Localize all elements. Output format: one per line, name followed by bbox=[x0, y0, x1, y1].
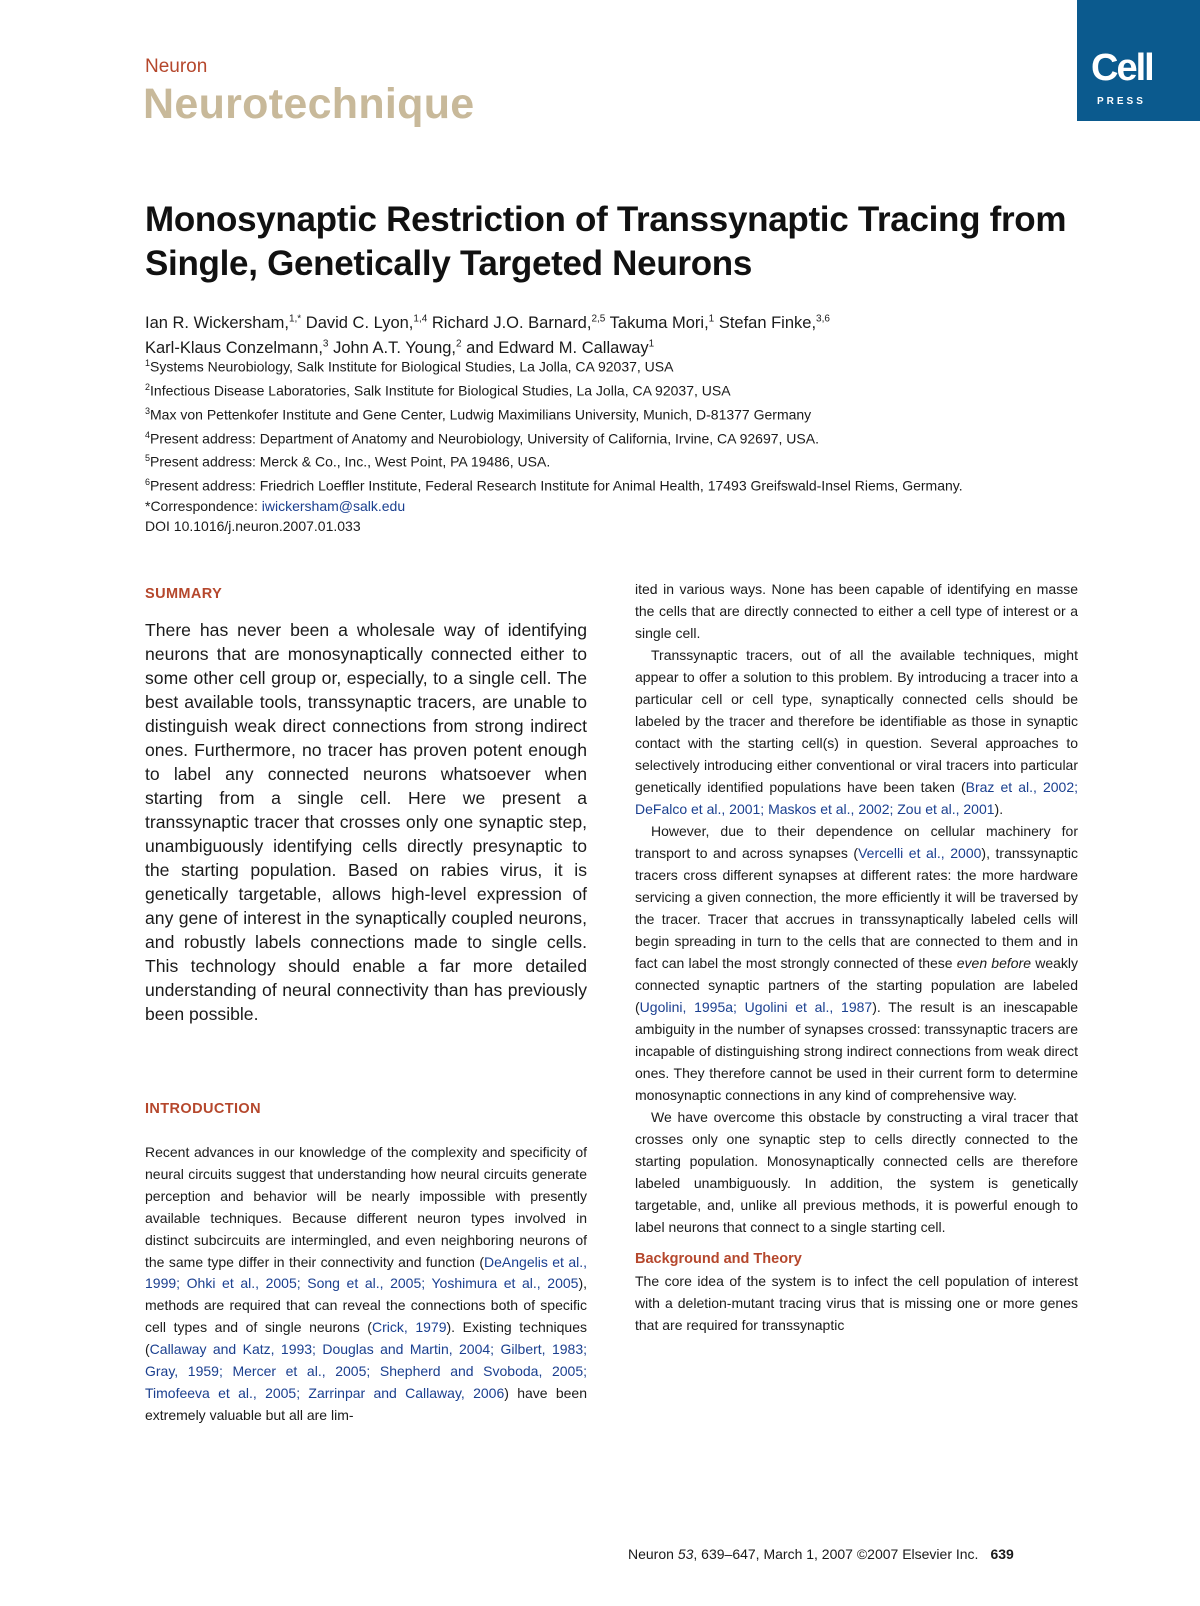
right-column bbox=[635, 578, 1078, 1336]
author: Stefan Finke,$^{3,6}$ bbox=[714, 313, 830, 332]
section-name: Neurotechnique bbox=[143, 80, 475, 128]
doi: DOI 10.1016/j.neuron.2007.01.033 bbox=[145, 518, 361, 535]
affiliation: $^4$Present address: Department of Anatomy and Neurobiology, University of California, Irvine, CA 92697, USA. bbox=[145, 429, 819, 447]
paragraph: ited in various ways. None has been capable of identifying en masse the cells that are directly connected to either a cell type of interest or a single cell. bbox=[635, 581, 1078, 641]
citation-link[interactable]: Callaway and Katz, 1993; Douglas and Martin, 2004; Gilbert, 1983; Gray, 1959; Mercer et al., 2005; Shepherd and Svoboda, 2005; Timofeeva et al., 2005; Zarrinpar and Callaway, 2006 bbox=[145, 1341, 587, 1401]
paragraph: Transsynaptic tracers, out of all the available techniques, might appear to offer a solution to this problem. By introducing a tracer into a particular cell or cell type, synaptically connected cells should be labeled by the tracer and therefore be identifiable as those in synaptic contact with the starting cell(s) in question. Several approaches to selectively introducing either conventional or viral tracers into particular genetically identified populations have been taken (Braz et al., 2002; DeFalco et al., 2001; Maskos et al., 2002; Zou et al., 2001). bbox=[635, 647, 1078, 817]
author: Richard J.O. Barnard,$^{2,5}$ bbox=[427, 313, 606, 332]
page-number: 639 bbox=[990, 1546, 1014, 1562]
author: David C. Lyon,$^{1,4}$ bbox=[301, 313, 428, 332]
author-list bbox=[145, 308, 1105, 359]
citation-link[interactable]: Vercelli et al., 2000 bbox=[858, 845, 982, 861]
citation-link[interactable]: Ugolini, 1995a; Ugolini et al., 1987 bbox=[639, 999, 873, 1015]
email-link[interactable]: iwickersham@salk.edu bbox=[261, 498, 406, 515]
journal-name: Neuron bbox=[145, 56, 208, 77]
affiliation: $^6$Present address: Friedrich Loeffler Institute, Federal Research Institute for Animal Health, 17493 Greifswald-Insel Riems, Germany. bbox=[145, 477, 963, 494]
summary-text: There has never been a wholesale way of identifying neurons that are monosynaptically connected either to some other cell group or, especially, to a single cell. The best available tools, transsynaptic tracers, are unable to distinguish weak direct connections from strong indirect ones. Furthermore, no tracer has proven potent enough to label any connected neurons whatsoever when starting from a single cell. Here we present a transsynaptic tracer that crosses only one synaptic step, unambiguously identifying cells directly presynaptic to the starting population. Based on rabies virus, it is genetically targetable, allows high-level expression of any gene of interest in the synaptically coupled neurons, and robustly labels connections made to single cells. This technology should enable a far more detailed understanding of neural connectivity than has previously been possible. bbox=[145, 620, 587, 1024]
article-title: Monosynaptic Restriction of Transsynaptic Tracing from Single, Genetically Targeted Neurons bbox=[145, 200, 1067, 283]
affiliations bbox=[145, 353, 1065, 537]
introduction-heading: INTRODUCTION bbox=[145, 1101, 261, 1117]
author: Karl-Klaus Conzelmann,$^3$ bbox=[145, 338, 329, 357]
subsection-heading: Background and Theory bbox=[635, 1251, 802, 1267]
cell-press-logo bbox=[1077, 0, 1200, 121]
logo-subtext: PRESS bbox=[1097, 96, 1146, 107]
author: John A.T. Young,$^2$ bbox=[328, 338, 462, 357]
affiliation: $^2$Infectious Disease Laboratories, Salk Institute for Biological Studies, La Jolla, CA 92037, USA bbox=[145, 381, 731, 399]
paragraph: The core idea of the system is to infect the cell population of interest with a deletion-mutant tracing virus that is missing one or more genes that are required for transsynaptic bbox=[635, 1273, 1078, 1333]
page-footer: Neuron 53, 639–647, March 1, 2007 ©2007 Elsevier Inc. 639 bbox=[628, 1546, 1014, 1562]
author: Takuma Mori,$^1$ bbox=[605, 313, 715, 332]
author: Ian R. Wickersham,$^{1,*}$ bbox=[145, 313, 302, 332]
correspondence: *Correspondence: iwickersham@salk.edu bbox=[145, 498, 406, 515]
affiliation: $^1$Systems Neurobiology, Salk Institute for Biological Studies, La Jolla, CA 92037, USA bbox=[145, 358, 674, 375]
logo-text: Cell bbox=[1091, 47, 1153, 89]
introduction-paragraph: Recent advances in our knowledge of the complexity and specificity of neural circuits suggest that understanding how neural circuits generate perception and behavior will be nearly impossible with presently available techniques. Because different neuron types involved in distinct subcircuits are intermingled, and even neighboring neurons of the same type differ in their connectivity and function (DeAngelis et al., 1999; Ohki et al., 2005; Song et al., 2005; Yoshimura et al., 2005), methods are required that can reveal the connections both of specific cell types and of single neurons (Crick, 1979). Existing techniques (Callaway and Katz, 1993; Douglas and Martin, 2004; Gilbert, 1983; Gray, 1959; Mercer et al., 2005; Shepherd and Svoboda, 2005; Timofeeva et al., 2005; Zarrinpar and Callaway, 2006) have been extremely valuable but all are lim- bbox=[145, 1144, 587, 1423]
summary-heading: SUMMARY bbox=[145, 586, 223, 602]
author: and Edward M. Callaway$^1$ bbox=[461, 338, 655, 357]
citation-link[interactable]: Crick, 1979 bbox=[371, 1319, 447, 1336]
citation-link[interactable]: DeAngelis et al., 1999; Ohki et al., 2005; Song et al., 2005; Yoshimura et al., 2005 bbox=[145, 1253, 587, 1292]
paragraph: We have overcome this obstacle by constructing a viral tracer that crosses only one synaptic step to cells directly connected to the starting population. Monosynaptically connected cells are therefore labeled unambiguously. In addition, the system is genetically targetable, and, unlike all previous methods, it is powerful enough to label neurons that connect to a single starting cell. bbox=[635, 1109, 1078, 1235]
paragraph: However, due to their dependence on cellular machinery for transport to and across synapses (Vercelli et al., 2000), transsynaptic tracers cross different synapses at different rates: the more hardware servicing a given connection, the more efficiently it will be traversed by the tracer. Tracer that accrues in transsynaptically labeled cells will begin spreading in turn to the cells that are connected to them and in fact can label the most strongly connected of these even before weakly connected synaptic partners of the starting population are labeled (Ugolini, 1995a; Ugolini et al., 1987). The result is an inescapable ambiguity in the number of synapses crossed: transsynaptic tracers are incapable of distinguishing strong indirect connections from weak direct ones. They therefore cannot be used in their current form to determine monosynaptic connections in any kind of comprehensive way. bbox=[635, 823, 1078, 1103]
affiliation: $^5$Present address: Merck & Co., Inc., West Point, PA 19486, USA. bbox=[145, 453, 551, 471]
citation-link[interactable]: Braz et al., 2002; DeFalco et al., 2001; Maskos et al., 2002; Zou et al., 2001 bbox=[635, 779, 1078, 817]
affiliation: $^3$Max von Pettenkofer Institute and Gene Center, Ludwig Maximilians University, Munich, D-81377 Germany bbox=[145, 405, 812, 423]
